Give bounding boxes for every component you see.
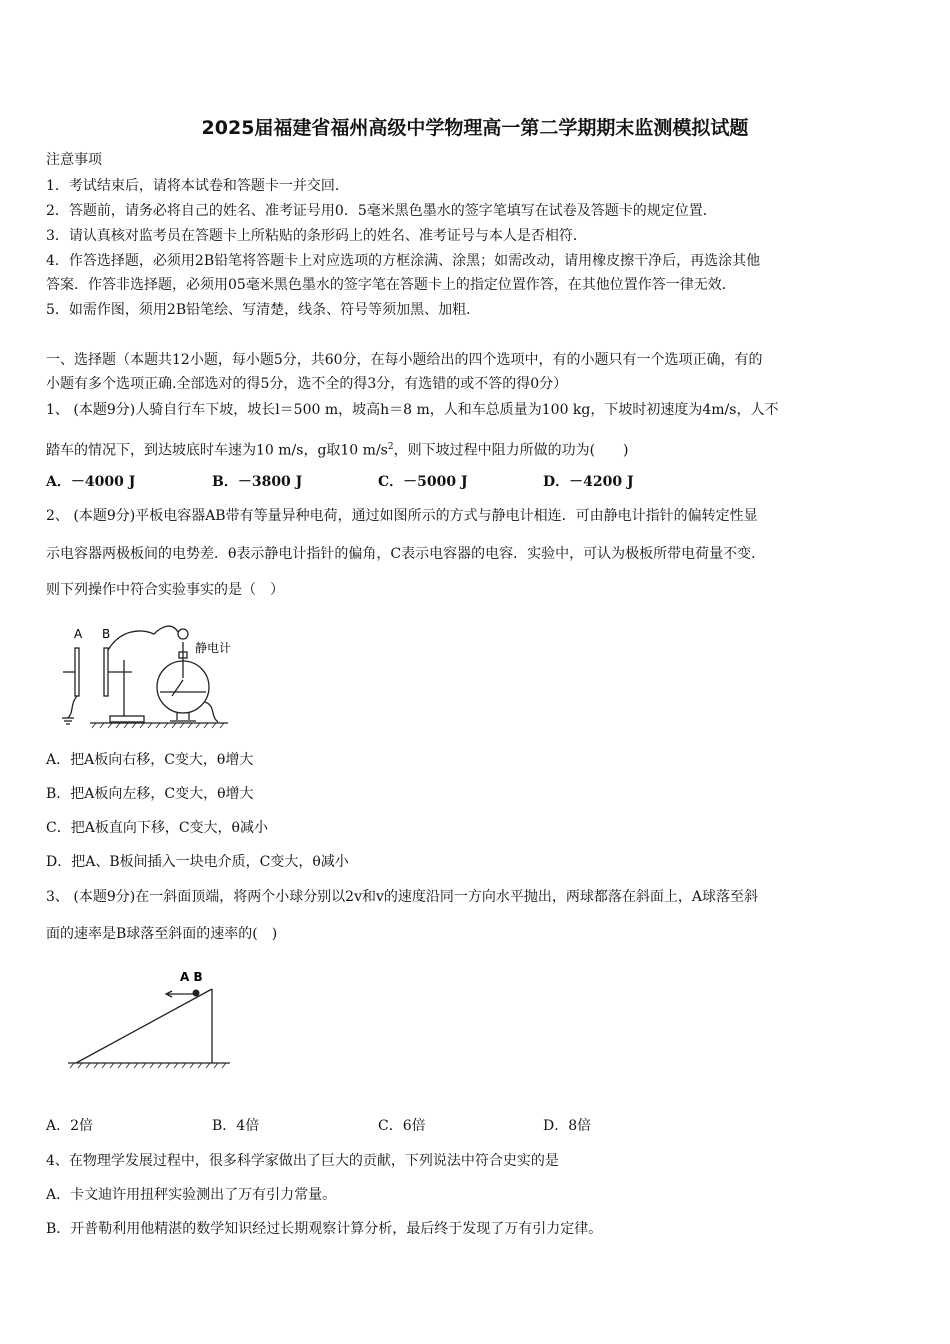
q1-option-b[interactable]: B．－3800 J [212,474,303,490]
q2-figure-label-meter: 静电计 [195,641,232,655]
q3-incline-figure [62,965,237,1075]
q2-stem-line3: 则下列操作中符合实验事实的是（ ） [46,582,284,598]
q2-option-c[interactable]: C．把A板直向下移，C变大，θ减小 [46,820,268,836]
notice-item: 答案．作答非选择题，必须用05毫米黑色墨水的签字笔在答题卡上的指定位置作答，在其他位置作答一律无效． [46,277,736,293]
q2-stem-line2: 示电容器两极板间的电势差．θ表示静电计指针的偏角，C表示电容器的电容．实验中，可认为极板所带电荷量不变． [46,546,766,562]
q1-stem-part-a: 踏车的情况下，到达坡底时车速为10 m/s，g取10 m/s [46,442,388,459]
q1-option-c[interactable]: C．－5000 J [378,474,468,490]
q3-stem-line1: 3、 (本题9分)在一斜面顶端，将两个小球分别以2v和v的速度沿同一方向水平抛出，两球都落在斜面上，A球落至斜 [46,889,759,905]
q2-option-d[interactable]: D．把A、B板间插入一块电介质，C变大，θ减小 [46,854,349,870]
notice-item: 4．作答选择题，必须用2B铅笔将答题卡上对应选项的方框涂满、涂黑；如需改动，请用橡皮擦干净后，再选涂其他 [46,253,761,269]
q2-stem-line1: 2、 (本题9分)平板电容器AB带有等量异种电荷，通过如图所示的方式与静电计相连．可由静电计指针的偏转定性显 [46,508,758,524]
notice-item: 2．答题前，请务必将自己的姓名、准考证号用0．5毫米黑色墨水的签字笔填写在试卷及答题卡的规定位置． [46,203,717,219]
q3-option-a[interactable]: A．2倍 [46,1118,94,1134]
q3-option-d[interactable]: D．8倍 [543,1118,592,1134]
q3-option-c[interactable]: C．6倍 [378,1118,426,1134]
notice-heading: 注意事项 [46,152,102,168]
section-heading: 一、选择题（本题共12小题，每小题5分，共60分，在每小题给出的四个选项中，有的小题只有一个选项正确，有的 [46,352,763,368]
page-title: 2025届福建省福州高级中学物理高一第二学期期末监测模拟试题 [201,117,749,139]
q1-stem-line1: 1、 (本题9分)人骑自行车下坡，坡长l＝500 m，坡高h＝8 m，人和车总质量为100 kg，下坡时初速度为4m/s，人不 [46,402,779,418]
q2-option-b[interactable]: B．把A板向左移，C变大，θ增大 [46,786,254,802]
notice-item: 3．请认真核对监考员在答题卡上所粘贴的条形码上的姓名、准考证号与本人是否相符． [46,228,587,244]
q1-superscript: 2 [387,442,394,452]
q2-electrometer-figure [50,620,250,730]
q3-option-b[interactable]: B．4倍 [212,1118,260,1134]
q2-figure-label-a: A [74,627,83,641]
q4-stem: 4、在物理学发展过程中，很多科学家做出了巨大的贡献，下列说法中符合史实的是 [46,1153,559,1169]
notice-item: 5．如需作图，须用2B铅笔绘、写清楚，线条、符号等须加黑、加粗． [46,302,481,318]
q4-option-a[interactable]: A．卡文迪许用扭秤实验测出了万有引力常量。 [46,1187,337,1203]
q3-figure-label: A B [180,970,203,984]
q1-option-d[interactable]: D．－4200 J [543,474,634,490]
q2-figure-label-b: B [102,627,111,641]
q4-option-b[interactable]: B．开普勒利用他精湛的数学知识经过长期观察计算分析，最后终于发现了万有引力定律。 [46,1221,603,1237]
q1-stem-part-b: ，则下坡过程中阻力所做的功为( ) [393,442,629,459]
notice-item: 1．考试结束后，请将本试卷和答题卡一并交回． [46,178,349,194]
q2-option-a[interactable]: A．把A板向右移，C变大，θ增大 [46,752,254,768]
q1-stem-line2 [46,437,629,461]
section-heading-cont: 小题有多个选项正确.全部选对的得5分，选不全的得3分，有选错的或不答的得0分） [46,376,568,392]
q1-option-a[interactable]: A．－4000 J [46,474,136,490]
q3-stem-line2: 面的速率是B球落至斜面的速率的( ) [46,926,278,942]
